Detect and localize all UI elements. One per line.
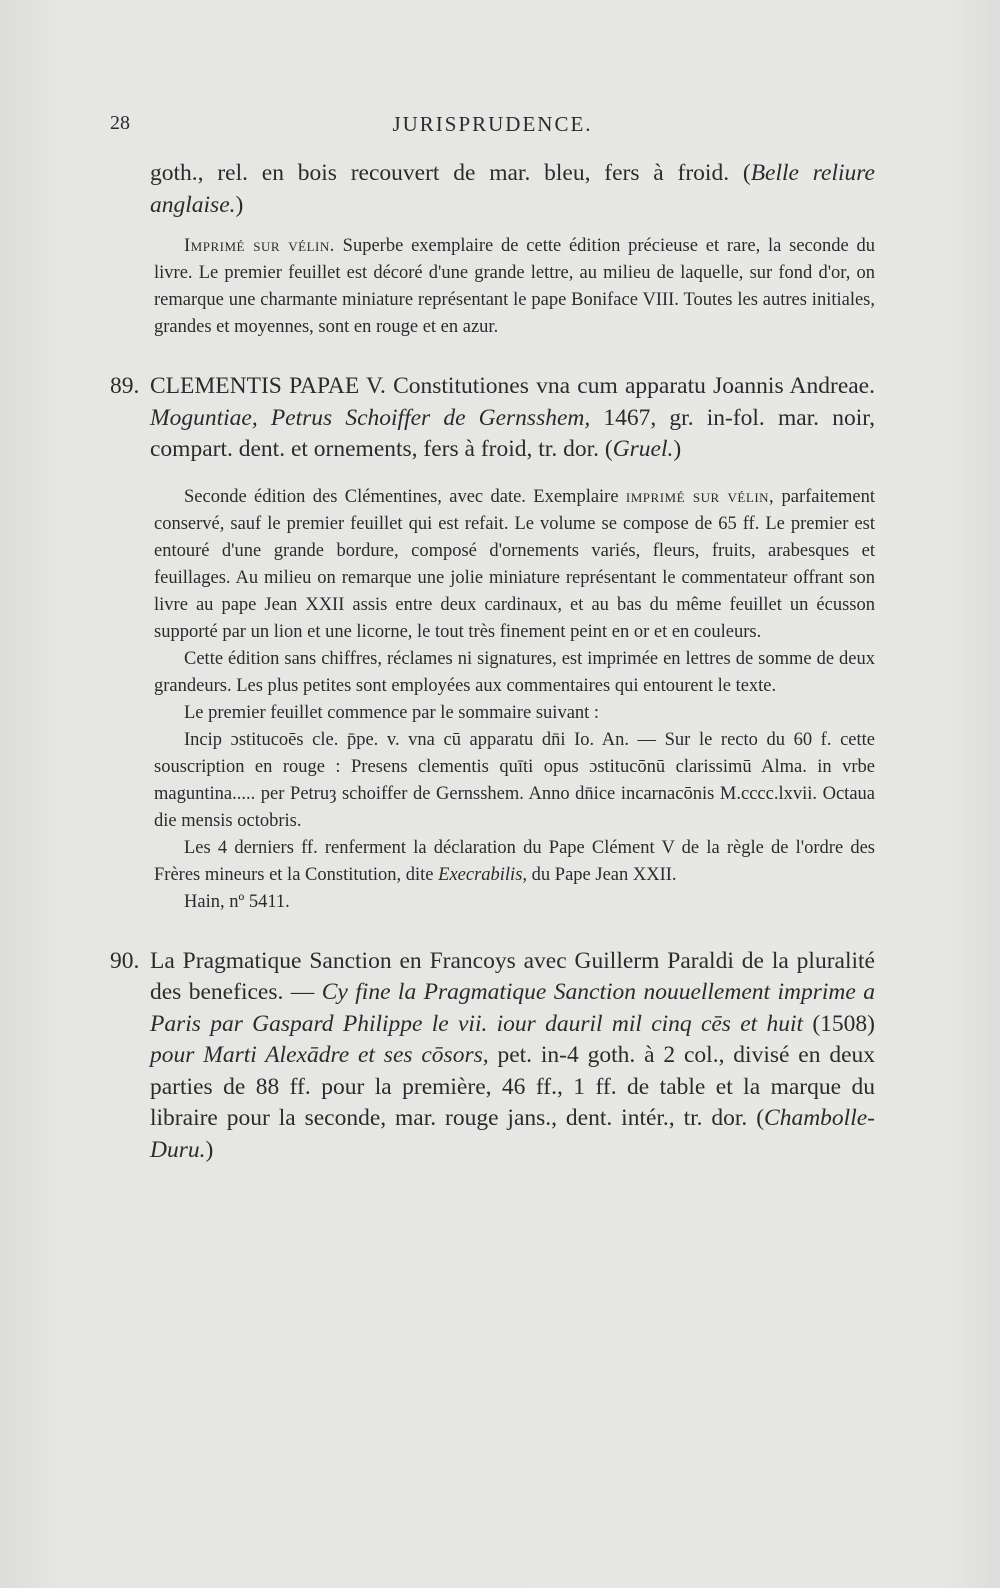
entry-89 bbox=[110, 371, 875, 466]
entry-88-continuation bbox=[110, 158, 875, 221]
entry-title: CLEMENTIS PAPAE V. bbox=[150, 373, 386, 399]
note-text: Les 4 derniers ff. renferment la déclaration du Pape Clément V de la règle de l'ordre des Frères mineurs et la Constitution, dite bbox=[154, 837, 875, 885]
entry-90-binder: Chambolle-Duru. bbox=[150, 1105, 875, 1163]
entry-89-note-3: Le premier feuillet commence par le sommaire suivant : bbox=[184, 702, 600, 723]
entry-90 bbox=[110, 946, 875, 1167]
entry-89-text-1: Constitutiones vna cum apparatu Joannis Andreae. bbox=[385, 373, 875, 399]
continuation-close: ) bbox=[235, 191, 244, 218]
entry-90-close: ) bbox=[205, 1136, 214, 1163]
entry-89-binder: Gruel. bbox=[612, 436, 674, 462]
entry-88-note bbox=[110, 233, 875, 341]
note-88-text: Superbe exemplaire de cette édition précieuse et rare, la seconde du livre. Le premier feuillet est décoré d'une grande lettre, au milieu de laquelle, sur fond d'or, on remarque une charmante miniature représentant le pape Boniface VIII. Toutes les autres initiales, grandes et moyennes, sont en rouge et en azur. bbox=[154, 236, 875, 337]
entry-89-close: ) bbox=[673, 436, 682, 462]
entry-89-note-2: Cette édition sans chiffres, réclames ni signatures, est imprimée en lettres de somme de deux grandeurs. Les plus petites sont employées aux commentaires qui entourent le texte. bbox=[154, 648, 875, 696]
running-title: JURISPRUDENCE. bbox=[392, 112, 593, 136]
printed-on-vellum-label: Imprimé sur vélin. bbox=[184, 236, 335, 256]
entry-89-note-5 bbox=[110, 835, 875, 889]
constitution-name: Execrabilis, bbox=[438, 864, 528, 885]
note-text: parfaitement conservé, sauf le premier feuillet qui est refait. Le volume se compose de 65 ff. Le premier est entouré d'une grande bordure, composé d'ornements variés, fleurs, fruits, arabesques et feuillages. Au milieu on remarque une jolie miniature représentant le commentateur offrant son livre au pape Jean XXII assis entre deux cardinaux, et au bas du même feuillet un écusson supporté par un lion et une licorne, le tout très finement peint en or et en couleurs. bbox=[154, 486, 876, 642]
entry-90-year: (1508) bbox=[803, 1010, 876, 1037]
binding-name: Belle reliure anglaise. bbox=[150, 160, 875, 218]
continuation-text: goth., rel. en bois recouvert de mar. bleu, fers à froid. ( bbox=[150, 160, 751, 186]
entry-89-reference: Hain, nº 5411. bbox=[184, 891, 290, 912]
entry-number: 90. bbox=[110, 947, 140, 974]
note-text: Seconde édition des Clémentines, avec date. Exemplaire bbox=[184, 486, 626, 507]
page-number: 28 bbox=[110, 112, 130, 134]
entry-89-note-1 bbox=[110, 484, 875, 646]
entry-89-text-2: 1467, gr. in-fol. mar. noir, compart. dent. et ornements, fers à froid, tr. dor. ( bbox=[150, 404, 875, 462]
entry-89-imprint: Moguntiae, Petrus Schoiffer de Gernsshem, bbox=[150, 404, 591, 431]
page-content bbox=[110, 158, 875, 1166]
note-text: du Pape Jean XXII. bbox=[527, 864, 677, 885]
entry-89-note-4: Incip ɔstitucoēs cle. p̄pe. v. vna cū apparatu dn̄i Io. An. — Sur le recto du 60 f. cette souscription en rouge : Presens clementis quīti opus ɔstitucōnū clarissimū Alma. in vrbe maguntina..... per Petruȝ schoiffer de Gernsshem. Anno dn̄ice incarnacōnis M.cccc.lxvii. Octaua die mensis octobris. bbox=[154, 729, 875, 831]
entry-90-text-2: pet. in-4 goth. à 2 col., divisé en deux parties de 88 ff. pour la première, 46 ff., 1 ff. de table et la marque du libraire pour la seconde, mar. rouge jans., dent. intér., tr. dor. ( bbox=[150, 1042, 875, 1131]
printed-on-vellum-label: imprimé sur vélin, bbox=[625, 486, 775, 507]
entry-90-colophon: Cy fine la Pragmatique Sanction nouuellement imprime a Paris par Gaspard Philippe le vii. iour dauril mil cinq cēs et huit bbox=[150, 979, 875, 1037]
entry-90-text-1: La Pragmatique Sanction en Francoys avec Guillerm Paraldi de la pluralité des benefices. — bbox=[150, 947, 875, 1005]
entry-number: 89. bbox=[110, 373, 140, 399]
entry-90-colophon-2: pour Marti Alexādre et ses cōsors, bbox=[150, 1042, 489, 1068]
page-header bbox=[110, 112, 875, 142]
